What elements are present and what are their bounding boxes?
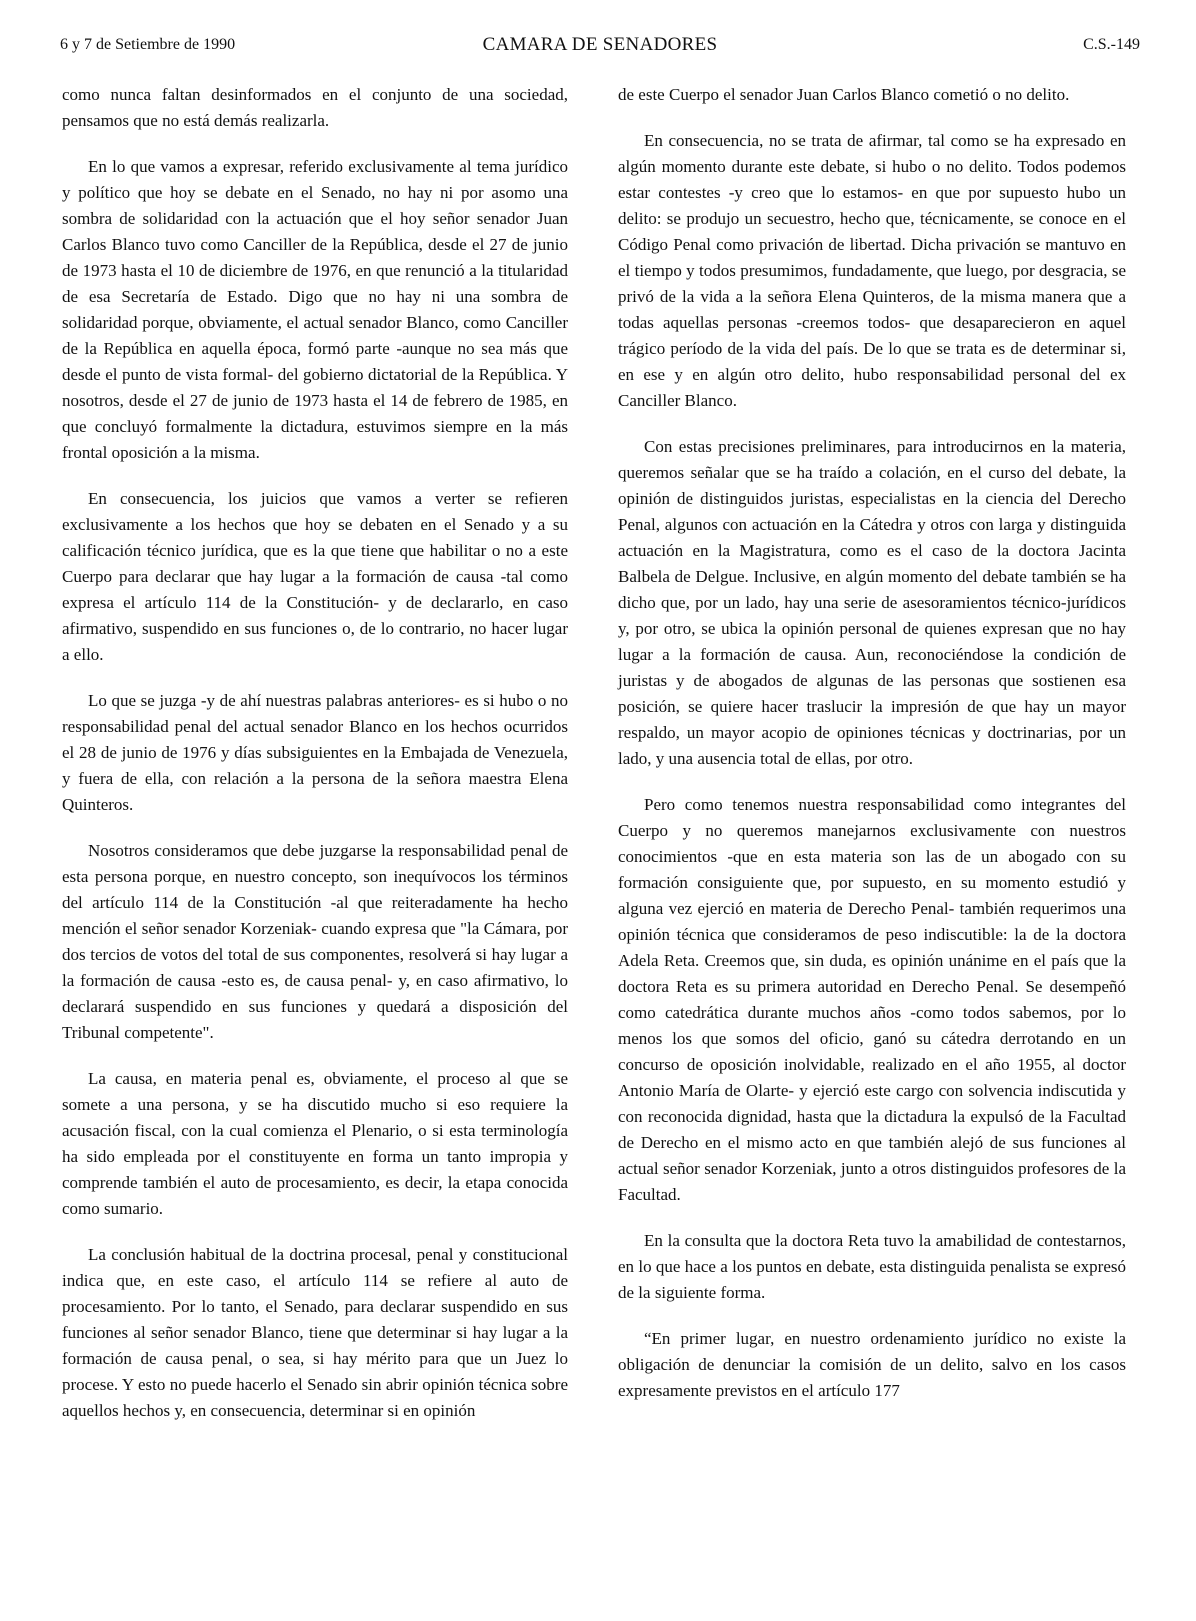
paragraph: Lo que se juzga -y de ahí nuestras palabras anteriores- es si hubo o no responsabilidad penal del actual senador Blanco en los hechos ocurridos el 28 de junio de 1976 y días subsiguientes en la Embajada de Venezuela, y fuera de ella, con relación a la persona de la señora maestra Elena Quinteros. (62, 691, 568, 814)
header-page-ref: C.S.-149 (1083, 36, 1140, 53)
paragraph: de este Cuerpo el senador Juan Carlos Blanco cometió o no delito. (618, 85, 1070, 104)
right-column (618, 82, 1126, 1424)
page-header (60, 34, 1140, 60)
paragraph: Nosotros consideramos que debe juzgarse la responsabilidad penal de esta persona porque, en nuestro concepto, son inequívocos los términos del artículo 114 de la Constitución -al que reiteradamente ha hecho mención el señor senador Korzeniak- cuando expresa que "la Cámara, por dos tercios de votos del total de sus componentes, resolverá si hay lugar a la formación de causa -esto es, de causa penal- y, en caso afirmativo, lo declarará suspendido en sus funciones y quedará a disposición del Tribunal competente". (62, 841, 568, 1042)
paragraph: En consecuencia, los juicios que vamos a verter se refieren exclusivamente a los hechos que hoy se debaten en el Senado y a su calificación técnico jurídica, que es la que tiene que habilitar o no a este Cuerpo para declarar que hay lugar a la formación de causa -tal como expresa el artículo 114 de la Constitución- y de declararlo, en caso afirmativo, suspendido en sus funciones o, de lo contrario, no hacer lugar a ello. (62, 489, 568, 664)
paragraph: En lo que vamos a expresar, referido exclusivamente al tema jurídico y político que hoy se debate en el Senado, no hay ni por asomo una sombra de solidaridad con la actuación que el hoy señor senador Juan Carlos Blanco tuvo como Canciller de la República, desde el 27 de junio de 1973 hasta el 10 de diciembre de 1976, en que renunció a la titularidad de esa Secretaría de Estado. Digo que no hay ni una sombra de solidaridad porque, obviamente, el actual senador Blanco, como Canciller de la República en aquella época, formó parte -aunque no sea más que desde el punto de vista formal- del gobierno dictatorial de la República. Y nosotros, desde el 27 de junio de 1973 hasta el 14 de febrero de 1985, en que concluyó formalmente la dictadura, estuvimos siempre en la más frontal oposición a la misma. (62, 157, 568, 462)
paragraph: En consecuencia, no se trata de afirmar, tal como se ha expresado en algún momento durante este debate, si hubo o no delito. Todos podemos estar contestes -y creo que lo estamos- en que por supuesto hubo un delito: se produjo un secuestro, hecho que, técnicamente, se conoce en el Código Penal como privación de libertad. Dicha privación se mantuvo en el tiempo y todos presumimos, fundadamente, que luego, por desgracia, se privó de la vida a la señora Elena Quinteros, de la misma manera que a todas aquellas personas -creemos todos- que desaparecieron en aquel trágico período de la vida del país. De lo que se trata es de determinar si, en ese y en algún otro delito, hubo responsabilidad personal del ex Canciller Blanco. (618, 131, 1126, 410)
header-date: 6 y 7 de Setiembre de 1990 (60, 36, 236, 53)
paragraph: “En primer lugar, en nuestro ordenamiento jurídico no existe la obligación de denunciar la comisión de un delito, salvo en los casos expresamente previstos en el artículo 177 (618, 1329, 1126, 1400)
header-title: CAMARA DE SENADORES (482, 34, 718, 55)
paragraph: La causa, en materia penal es, obviamente, el proceso al que se somete a una persona, y se ha discutido mucho si eso requiere la acusación fiscal, con la cual comienza el Plenario, o si esta terminología ha sido empleada por el constituyente en forma un tanto impropia y comprende también el auto de procesamiento, es decir, la etapa conocida como sumario. (62, 1069, 568, 1218)
left-column (62, 82, 568, 1444)
paragraph: La conclusión habitual de la doctrina procesal, penal y constitucional indica que, en este caso, el artículo 114 se refiere al auto de procesamiento. Por lo tanto, el Senado, para declarar suspendido en sus funciones al señor senador Blanco, tiene que determinar si hay lugar a la formación de causa penal, o sea, si hay mérito para que un Juez lo procese. Y esto no puede hacerlo el Senado sin abrir opinión técnica sobre aquellos hechos y, en consecuencia, determinar si en opinión (62, 1245, 568, 1420)
paragraph: Pero como tenemos nuestra responsabilidad como integrantes del Cuerpo y no queremos manejarnos exclusivamente con nuestros conocimientos -que en esta materia son las de un abogado con su formación consiguiente que, por supuesto, en su momento estudió y alguna vez ejerció en materia de Derecho Penal- también requerimos una opinión técnica que consideramos de peso indiscutible: la de la doctora Adela Reta. Creemos que, sin duda, es opinión unánime en el país que la doctora Reta es su primera autoridad en Derecho Penal. Se desempeñó como catedrática durante muchos años -como todos sabemos, por lo menos los que somos del oficio, ganó su cátedra derrotando en un concurso de oposición inolvidable, realizado en el año 1955, al doctor Antonio María de Olarte- y ejerció este cargo con solvencia indiscutida y con reconocida dignidad, hasta que la dictadura la expulsó de la Facultad de Derecho en el mismo acto en que también alejó de sus funciones al actual señor senador Korzeniak, junto a otros distinguidos profesores de la Facultad. (618, 795, 1126, 1204)
paragraph: Con estas precisiones preliminares, para introducirnos en la materia, queremos señalar que se ha traído a colación, en el curso del debate, la opinión de distinguidos juristas, especialistas en la ciencia del Derecho Penal, algunos con actuación en la Cátedra y otros con larga y distinguida actuación en la Magistratura, como es el caso de la doctora Jacinta Balbela de Delgue. Inclusive, en algún momento del debate también se ha dicho que, por un lado, hay una serie de asesoramientos técnico-jurídicos y, por otro, se ubica la opinión personal de quienes expresan que no hay lugar a la formación de causa. Aun, reconociéndose la condición de juristas y de abogados de algunas de las personas que sostienen esa posición, se quiere hacer traslucir la impresión de que hay un mayor respaldo, un mayor acopio de opiniones técnicas y doctrinarias, por un lado, y una ausencia total de ellas, por otro. (618, 437, 1126, 768)
paragraph: como nunca faltan desinformados en el conjunto de una sociedad, pensamos que no está demás realizarla. (62, 85, 568, 130)
paragraph: En la consulta que la doctora Reta tuvo la amabilidad de contestarnos, en lo que hace a los puntos en debate, esta distinguida penalista se expresó de la siguiente forma. (618, 1231, 1126, 1302)
